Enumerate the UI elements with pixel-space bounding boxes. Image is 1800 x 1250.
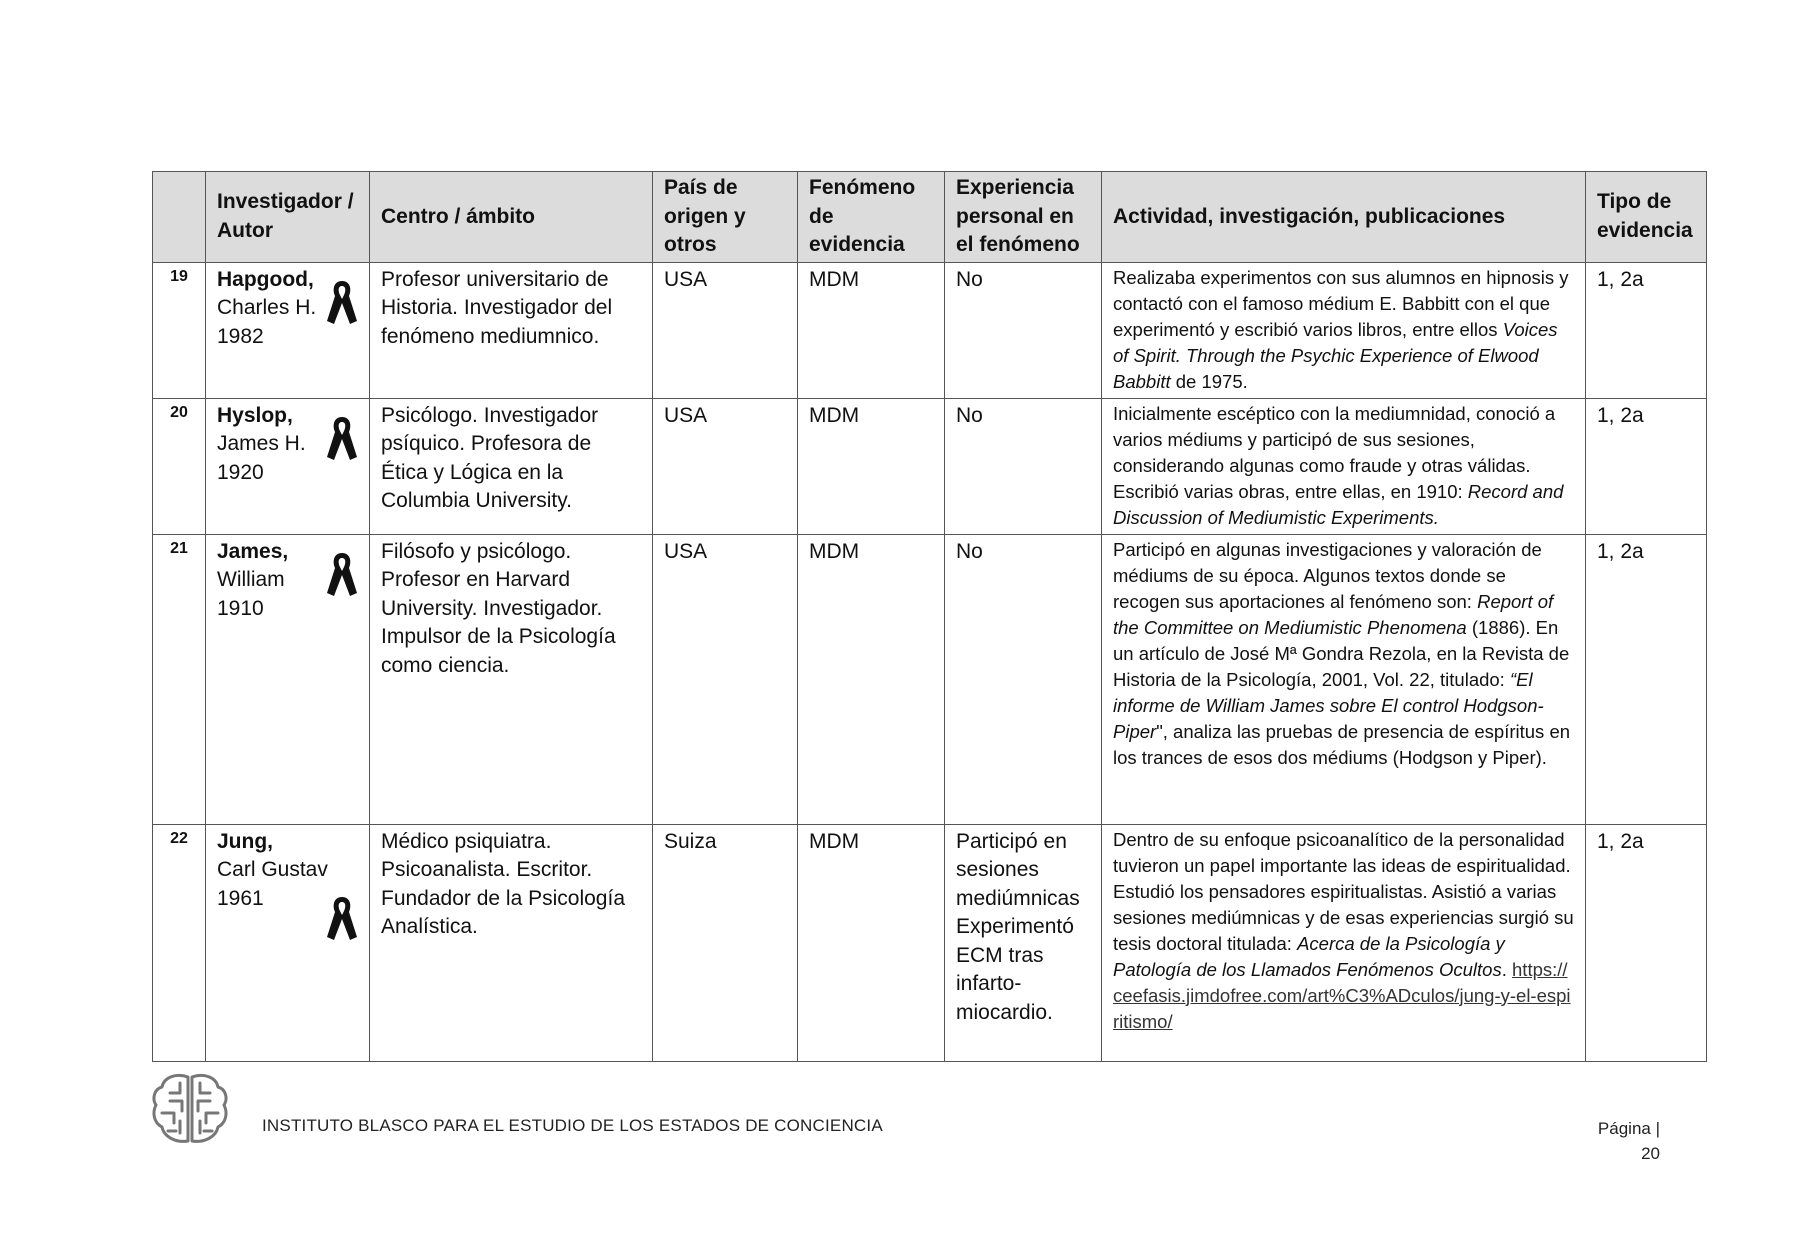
row-number: 21 [153, 534, 206, 824]
author-death-year: 1910 [217, 596, 264, 620]
mourning-ribbon-icon [325, 413, 359, 465]
activity-cell [1102, 824, 1586, 1061]
author-death-year: 1920 [217, 460, 264, 484]
experience-cell: No [945, 262, 1102, 398]
header-country: País de origen y otros [653, 172, 798, 263]
phenomenon-cell: MDM [798, 398, 945, 534]
author-given-name: Carl Gustav [217, 858, 328, 881]
phenomenon-cell: MDM [798, 262, 945, 398]
table-row [153, 534, 1707, 824]
table-header-row [153, 172, 1707, 263]
evidence-type-cell: 1, 2a [1586, 824, 1707, 1061]
row-number: 19 [153, 262, 206, 398]
researchers-table [152, 171, 1707, 1062]
activity-title: “El informe de William James sobre El control Hodgson-Piper [1113, 668, 1544, 742]
activity-text: . [1501, 958, 1507, 980]
activity-text: Dentro de su enfoque psicoanalítico de la personalidad tuvieron un papel importante las ideas de espiritualidad. Estudió los pensadores espiritualistas. Asistió a varias sesiones mediúmnicas y de esas experiencias surgió su tesis doctoral titulada: [1113, 828, 1574, 954]
activity-cell [1102, 534, 1586, 824]
header-phenomenon: Fenómeno de evidencia [798, 172, 945, 263]
author-given-name: James H. [217, 432, 306, 455]
brain-maze-icon [150, 1071, 230, 1147]
footer-institute-name: INSTITUTO BLASCO PARA EL ESTUDIO DE LOS ESTADOS DE CONCIENCIA [262, 1116, 883, 1135]
evidence-type-cell: 1, 2a [1586, 262, 1707, 398]
country-cell: USA [653, 534, 798, 824]
activity-text: Inicialmente escéptico con la mediumnidad, conoció a varios médiums y participó de sus sesiones, considerando algunas como fraude y otras válidas. Escribió varias obras, entre ellas, en 1910: [1113, 402, 1556, 502]
phenomenon-cell: MDM [798, 534, 945, 824]
activity-text: ", analiza las pruebas de presencia de espíritus en los trances de esos dos médiums (Hodgson y Piper). [1113, 720, 1571, 768]
mourning-ribbon-icon [325, 893, 359, 945]
author-death-year: 1961 [217, 886, 264, 910]
phenomenon-cell: MDM [798, 824, 945, 1061]
activity-title: Report of the Committee on Mediumistic Phenomena [1113, 590, 1554, 638]
center-cell: Filósofo y psicólogo. Profesor en Harvard University. Investigador. Impulsor de la Psicología como ciencia. [370, 534, 653, 824]
author-surname: Jung, [217, 829, 273, 853]
activity-title: Voices of Spirit. Through the Psychic Experience of Elwood Babbitt [1113, 318, 1558, 392]
header-evidence-type: Tipo de evidencia [1586, 172, 1707, 263]
author-cell [206, 534, 370, 824]
country-cell: USA [653, 262, 798, 398]
country-cell: Suiza [653, 824, 798, 1061]
author-surname: Hyslop, [217, 403, 293, 427]
page-label: Página | [1597, 1119, 1660, 1138]
author-given-name: William [217, 568, 285, 591]
page-number: 20 [1641, 1144, 1660, 1163]
activity-title: Acerca de la Psicología y Patología de los Llamados Fenómenos Ocultos [1113, 932, 1505, 980]
evidence-type-cell: 1, 2a [1586, 534, 1707, 824]
activity-text: (1886). En un artículo de José Mª Gondra Rezola, en la Revista de Historia de la Psicología, 2001, Vol. 22, titulado: [1113, 616, 1570, 690]
row-number: 22 [153, 824, 206, 1061]
author-given-name: Charles H. [217, 296, 317, 319]
header-author: Investigador / Autor [206, 172, 370, 263]
author-surname: Hapgood, [217, 267, 314, 291]
experience-cell: Participó en sesiones mediúmnicas Experimentó ECM tras infarto-miocardio. [945, 824, 1102, 1061]
author-cell [206, 824, 370, 1061]
experience-cell: No [945, 534, 1102, 824]
experience-cell: No [945, 398, 1102, 534]
header-activity: Actividad, investigación, publicaciones [1102, 172, 1586, 263]
center-cell: Profesor universitario de Historia. Investigador del fenómeno mediumnico. [370, 262, 653, 398]
center-cell: Psicólogo. Investigador psíquico. Profesora de Ética y Lógica en la Columbia University. [370, 398, 653, 534]
author-cell [206, 262, 370, 398]
table-row [153, 824, 1707, 1061]
header-num [153, 172, 206, 263]
evidence-type-cell: 1, 2a [1586, 398, 1707, 534]
activity-cell [1102, 398, 1586, 534]
header-center: Centro / ámbito [370, 172, 653, 263]
activity-title: Record and Discussion of Mediumistic Experiments. [1113, 480, 1564, 528]
activity-text: Realizaba experimentos con sus alumnos en hipnosis y contactó con el famoso médium E. Babbitt con el que experimentó y escribió varios libros, entre ellos [1113, 266, 1569, 340]
author-cell [206, 398, 370, 534]
table-row [153, 398, 1707, 534]
activity-text: de 1975. [1170, 370, 1248, 392]
reference-link[interactable]: https://ceefasis.jimdofree.com/art%C3%ADculos/jung-y-el-espiritismo/ [1113, 958, 1571, 1032]
country-cell: USA [653, 398, 798, 534]
mourning-ribbon-icon [325, 549, 359, 601]
table-row [153, 262, 1707, 398]
activity-text: Participó en algunas investigaciones y valoración de médiums de su época. Algunos textos donde se recogen sus aportaciones al fenómeno son: [1113, 538, 1542, 612]
row-number: 20 [153, 398, 206, 534]
author-surname: James, [217, 539, 289, 563]
author-death-year: 1982 [217, 324, 264, 348]
header-experience: Experiencia personal en el fenómeno [945, 172, 1102, 263]
center-cell: Médico psiquiatra. Psicoanalista. Escritor. Fundador de la Psicología Analística. [370, 824, 653, 1061]
mourning-ribbon-icon [325, 277, 359, 329]
footer-page-number [1540, 1116, 1660, 1166]
activity-cell [1102, 262, 1586, 398]
